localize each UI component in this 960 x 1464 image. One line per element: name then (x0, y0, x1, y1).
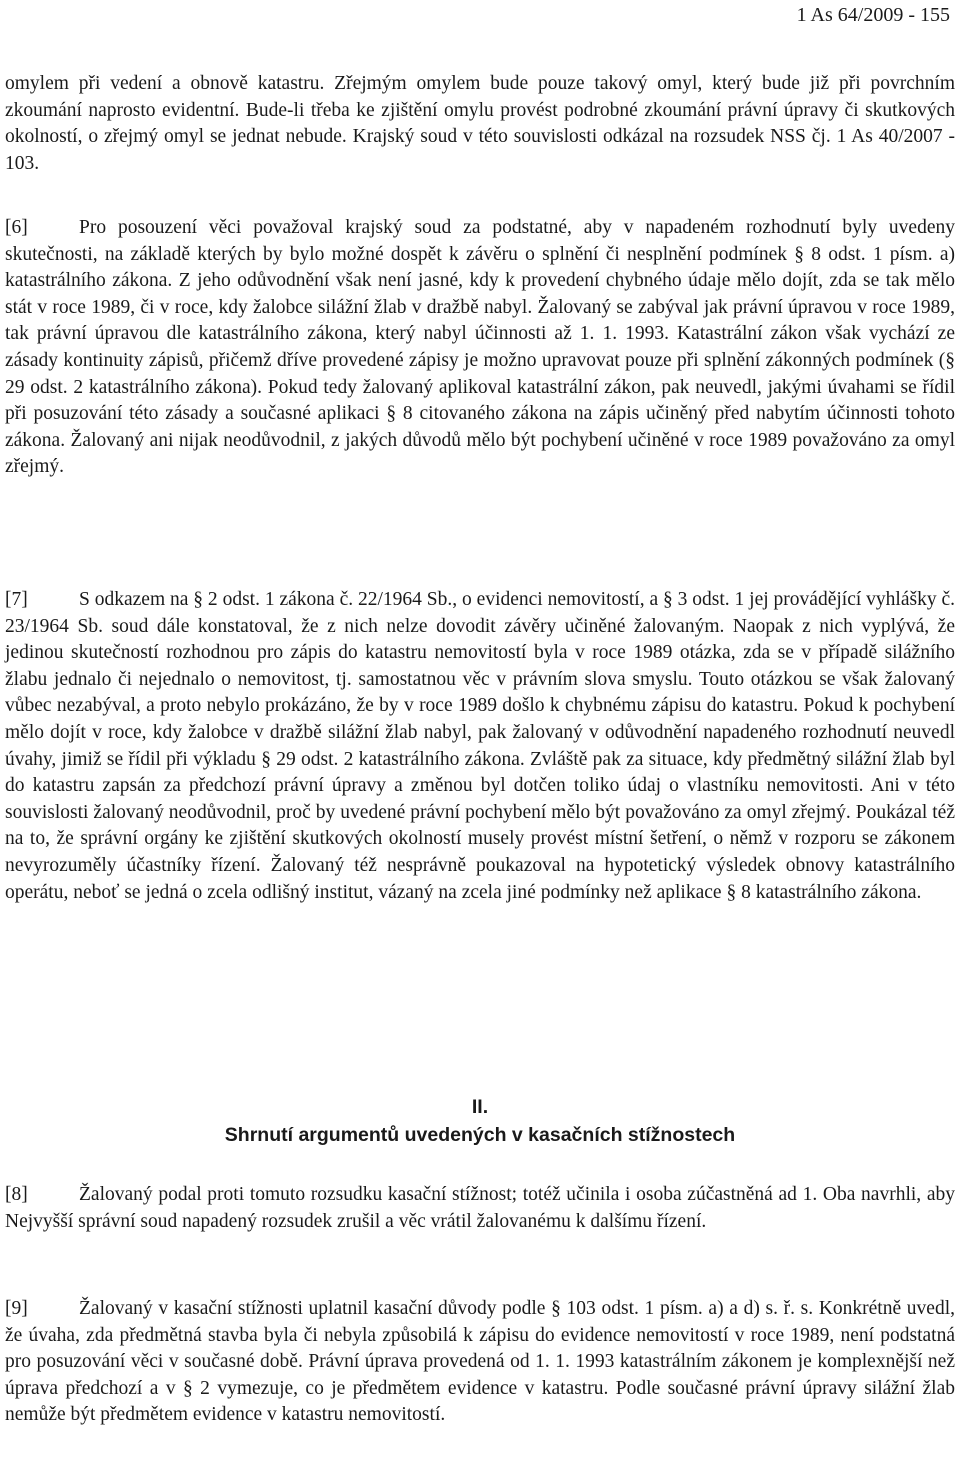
section-number: II. (471, 1096, 489, 1118)
paragraph-text: Žalovaný v kasační stížnosti uplatnil kasační důvody podle § 103 odst. 1 písm. a) a d) s. ř. s. Konkrétně uvedl, že úvaha, zda předmětná stavba byla či nebyla způsobilá k zápisu do evidence nemovitostí v roce 1989, není podstatná pro posuzování věci v současné době. Právní úprava provedená od 1. 1. 1993 katastrálním zákonem je komplexnější než úprava předchozí a v § 2 vymezuje, co je předmětem evidence v katastru. Podle současné právní úpravy silážní žlab nemůže být předmětem evidence v katastru nemovitostí. (5, 1298, 960, 1426)
paragraph-8 (5, 1182, 960, 1235)
paragraph-text: Žalovaný podal proti tomuto rozsudku kasační stížnost; totéž učinila i osoba zúčastněná ad 1. Oba navrhli, aby Nejvyšší správní soud napadený rozsudek zrušil a věc vrátil žalovanému k dalšímu řízení. (5, 1184, 960, 1232)
paragraph-7 (5, 587, 960, 906)
paragraph-text: S odkazem na § 2 odst. 1 zákona č. 22/1964 Sb., o evidenci nemovitostí, a § 3 odst. 1 jej provádějící vyhlášky č. 23/1964 Sb. soud dále konstatoval, že z nich nelze dovodit závěry učiněné žalovaným. Naopak z nich vyplývá, že jedinou skutečností rozhodnou pro zápis do katastru nemovitostí byla v roce 1989 otázka, zda se v případě silážního žlabu jednalo či nejednalo o nemovitost, tj. samostatnou věc v právním slova smyslu. Touto otázkou se však žalovaný vůbec nezabýval, a proto nebylo prokázáno, že by v roce 1989 došlo k chybnému zápisu do katastru. Pokud k pochybení mělo dojít v roce, kdy žalobce v dražbě silážní žlab nabyl, pak žalovaný v odůvodnění napadeného rozhodnutí neuvedl úvahy, jimiž se řídil při výkladu § 29 odst. 2 katastrálního zákona. Zvláště pak za situace, kdy předmětný silážní žlab byl do katastru zapsán za předchozí právní úpravy a změnou byl dotčen toliko údaj o vlastníku nemovitosti. Ani v této souvislosti žalovaný neodůvodnil, proč by uvedené právní pochybení mělo být považováno za omyl zřejmý. Poukázal též na to, že správní orgány ke zjištění skutkových okolností musely provést místní šetření, o němž v rozporu se zákonem nevyrozuměly účastníky řízení. Žalovaný též nesprávně poukazoval na hypotetický výsledek obnovy katastrálního operátu, neboť se jedná o zcela odlišný institut, vázaný na zcela jiné podmínky než aplikace § 8 katastrálního zákona. (5, 589, 960, 903)
intro-paragraph (5, 71, 960, 177)
paragraph-number: [6] (5, 217, 28, 238)
paragraph-9 (5, 1296, 960, 1429)
paragraph-number: [7] (5, 589, 28, 610)
intro-text: omylem při vedení a obnově katastru. Zřejmým omylem bude pouze takový omyl, který bude již při povrchním zkoumání naprosto evidentní. Bude-li třeba ke zjištění omylu provést podrobné zkoumání právní úpravy či skutkových okolností, o zřejmý omyl se jednat nebude. Krajský soud v této souvislosti odkázal na rozsudek NSS čj. 1 As 40/2007 - 103. (5, 73, 960, 174)
paragraph-number: [9] (5, 1298, 28, 1319)
section-title: Shrnutí argumentů uvedených v kasačních stížnostech (224, 1124, 736, 1146)
paragraph-text: Pro posouzení věci považoval krajský soud za podstatné, aby v napadeném rozhodnutí byly uvedeny skutečnosti, na základě kterých by bylo možné dospět k závěru o splnění či nesplnění podmínek § 8 odst. 1 písm. a) katastrálního zákona. Z jeho odůvodnění však není jasné, kdy k provedení chybného údaje mělo dojít, zda se tak mělo stát v roce 1989, či v roce, kdy žalobce silážní žlab v dražbě nabyl. Žalovaný se zabýval jak právní úpravou v roce 1989, tak právní úpravou dle katastrálního zákona, který nabyl účinnosti až 1. 1. 1993. Katastrální zákon však vychází ze zásady kontinuity zápisů, přičemž dříve provedené zápisy je možno upravovat pouze při splnění zákonných podmínek (§ 29 odst. 2 katastrálního zákona). Pokud tedy žalovaný aplikoval katastrální zákon, pak neuvedl, jakými úvahami se řídil při posuzování této zásady a současné aplikaci § 8 citovaného zákona na zápis učiněný před nabytím účinnosti tohoto zákona. Žalovaný ani nijak neodůvodnil, z jakých důvodů mělo být pochybení učiněné v roce 1989 považováno za omyl zřejmý. (5, 217, 960, 478)
paragraph-6 (5, 215, 960, 481)
page-header-reference: 1 As 64/2009 - 155 (796, 4, 950, 26)
paragraph-number: [8] (5, 1184, 28, 1205)
